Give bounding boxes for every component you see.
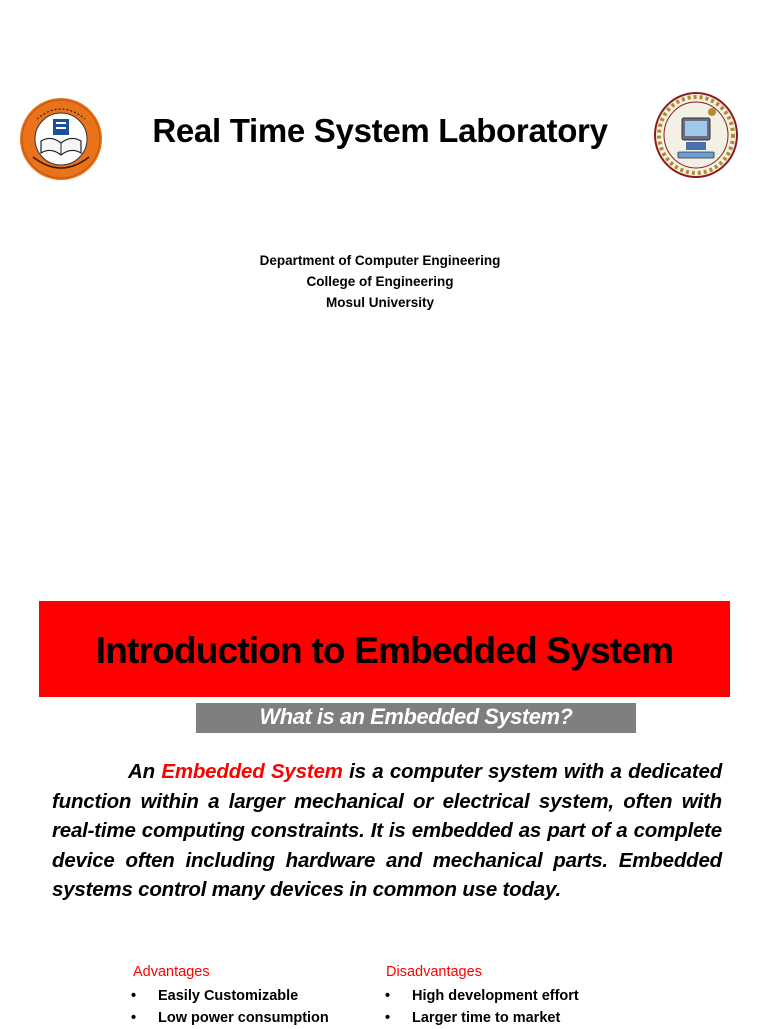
disadvantages-heading: Disadvantages <box>386 964 482 980</box>
list-item-label: Larger time to market <box>412 1010 561 1026</box>
intro-highlight: Embedded System <box>161 760 343 783</box>
bullet-icon: • <box>385 988 391 1004</box>
intro-rest: is a computer system with a dedicated function within a larger mechanical or electrical system, often with real-time computing constraints. It is embedded as part of a complete device often including hardware and mechanical parts. Embedded systems control many devices in common use today. <box>52 760 723 901</box>
list-item <box>385 985 579 1007</box>
disadvantages-list <box>385 985 579 1029</box>
university-seal-icon <box>19 97 103 181</box>
intro-lead: An <box>128 760 155 783</box>
bullet-icon: • <box>385 1010 391 1026</box>
department-name: Department of Computer Engineering <box>259 253 501 268</box>
subtitle: What is an Embedded System? <box>259 704 573 729</box>
banner-title: Introduction to Embedded System <box>95 630 674 671</box>
advantages-list <box>131 985 329 1029</box>
lab-title: Real Time System Laboratory <box>152 112 608 149</box>
university-name: Mosul University <box>325 295 435 310</box>
list-item <box>385 1007 579 1029</box>
computer-department-seal-icon <box>654 92 738 178</box>
list-item-label: Easily Customizable <box>158 988 299 1004</box>
bullet-icon: • <box>131 1010 137 1026</box>
college-name: College of Engineering <box>306 274 454 289</box>
list-item-label: Low power consumption <box>158 1010 329 1026</box>
list-item-label: High development effort <box>412 988 579 1004</box>
list-item <box>131 985 329 1007</box>
list-item <box>131 1007 329 1029</box>
advantages-heading: Advantages <box>133 964 210 980</box>
bullet-icon: • <box>131 988 137 1004</box>
intro-paragraph <box>52 757 722 905</box>
